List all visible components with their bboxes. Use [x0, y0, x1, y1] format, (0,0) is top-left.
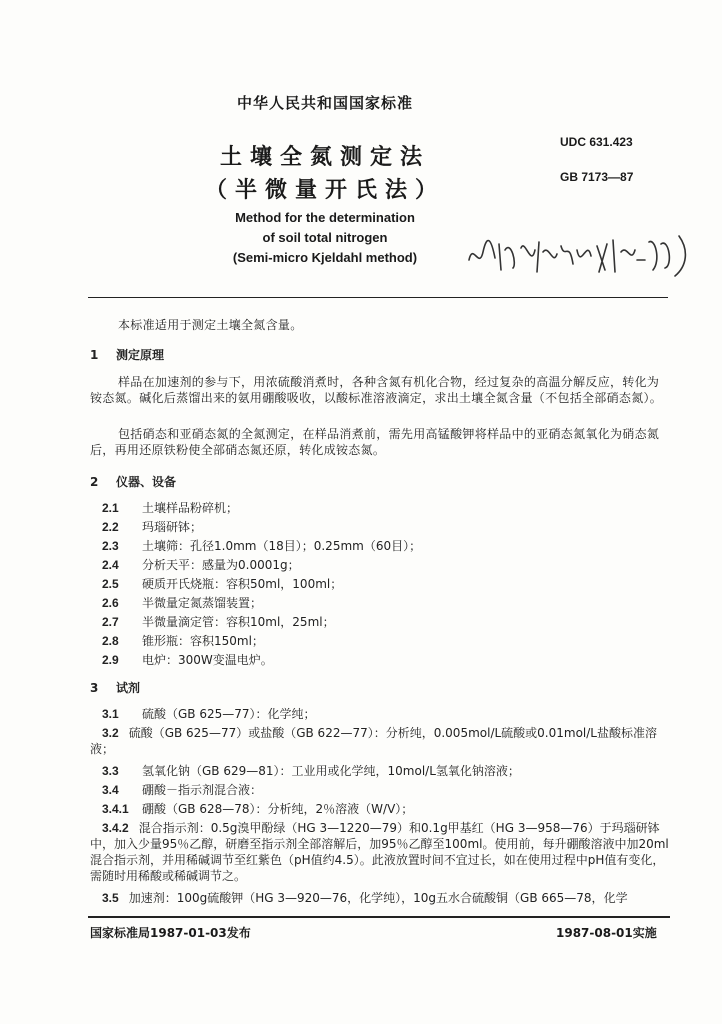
- list-item: 3.4.2 混合指示剂：0.5g溴甲酚绿（HG 3—1220—79）和0.1g甲基红（HG 3—958—76）于玛瑙研钵中，加入少量95％乙醇，研磨至指示剂全部溶解后，加95％乙醇至100ml。使用前，每升硼酸溶液中加20ml混合指示剂，并用稀碱调节至红紫色（pH值约4.5）。此液放置时间不宜过长，如在使用过程中pH值有变化，需随时用稀酸或稀碱调节之。: [90, 821, 669, 883]
- header-divider: [88, 297, 668, 298]
- section-number: 3: [90, 681, 99, 695]
- section-2-heading: [90, 474, 176, 490]
- handwritten-annotation: [465, 230, 695, 284]
- intro-paragraph: 本标准适用于测定土壤全氮含量。: [118, 318, 303, 332]
- standard-organization: 中华人民共和国国家标准: [236, 94, 413, 112]
- list-item: 3.3 氢氧化钠（GB 629—81）：工业用或化学纯，10mol/L氢氧化钠溶液；: [102, 764, 520, 778]
- section-1-paragraph-1: 样品在加速剂的参与下，用浓硫酸消煮时，各种含氮有机化合物，经过复杂的高温分解反应，转化为铵态氮。碱化后蒸馏出来的氨用硼酸吸收，以酸标准溶液滴定，求出土壤全氮含量（不包括全部硝态氮）。: [90, 375, 663, 405]
- list-item: 2.3 土壤筛：孔径1.0mm（18目）；0.25mm（60目）；: [102, 539, 422, 553]
- issued-date: 国家标准局1987-01-03发布: [90, 926, 251, 940]
- section-title: 测定原理: [116, 348, 165, 362]
- list-item: 3.4.1 硼酸（GB 628—78）：分析纯，2％溶液（W/V）；: [102, 802, 414, 816]
- footer-divider: [88, 916, 670, 918]
- handwriting-scribble: [465, 230, 695, 280]
- list-item: 3.2 硫酸（GB 625—77）或盐酸（GB 622—77）：分析纯，0.005mol/L硫酸或0.01mol/L盐酸标准溶液；: [90, 726, 657, 756]
- list-item: 2.7 半微量滴定管：容积10ml，25ml；: [102, 615, 335, 629]
- document-title-en-line1: Method for the determination: [235, 210, 415, 225]
- list-item: 2.8 锥形瓶：容积150ml；: [102, 634, 264, 648]
- section-3-heading: [90, 680, 140, 696]
- section-1-paragraph-2: 包括硝态和亚硝态氮的全氮测定，在样品消煮前，需先用高锰酸钾将样品中的亚硝态氮氧化为硝态氮后，再用还原铁粉使全部硝态氮还原，转化成铵态氮。: [90, 427, 660, 457]
- list-item: 3.1 硫酸（GB 625—77）：化学纯；: [102, 707, 316, 721]
- list-item: 3.4 硼酸－指示剂混合液：: [102, 783, 263, 797]
- list-item: 2.9 电炉：300W变温电炉。: [102, 653, 273, 667]
- gb-number: GB 7173—87: [560, 170, 634, 184]
- section-title: 试剂: [116, 681, 141, 695]
- section-1-heading: [90, 347, 164, 363]
- list-item: 2.5 硬质开氏烧瓶：容积50ml，100ml；: [102, 577, 343, 591]
- document-title-cn: 土壤全氮测定法: [219, 145, 430, 170]
- udc-number: UDC 631.423: [560, 135, 633, 149]
- list-item: 2.6 半微量定氮蒸馏装置；: [102, 596, 263, 610]
- section-number: 2: [90, 475, 99, 489]
- section-number: 1: [90, 348, 99, 362]
- document-subtitle-cn: （半微量开氏法）: [204, 178, 445, 203]
- list-item: 2.4 分析天平：感量为0.0001g；: [102, 558, 300, 572]
- list-item: 3.5 加速剂：100g硫酸钾（HG 3—920—76，化学纯），10g五水合硫酸铜（GB 665—78，化学: [102, 891, 628, 905]
- effective-date: 1987-08-01实施: [556, 926, 657, 940]
- document-title-en-line3: (Semi-micro Kjeldahl method): [232, 250, 418, 265]
- section-title: 仪器、设备: [116, 475, 177, 489]
- list-item: 2.2 玛瑙研钵；: [102, 520, 203, 534]
- document-title-en-line2: of soil total nitrogen: [262, 230, 388, 245]
- list-item: 2.1 土壤样品粉碎机；: [102, 501, 239, 515]
